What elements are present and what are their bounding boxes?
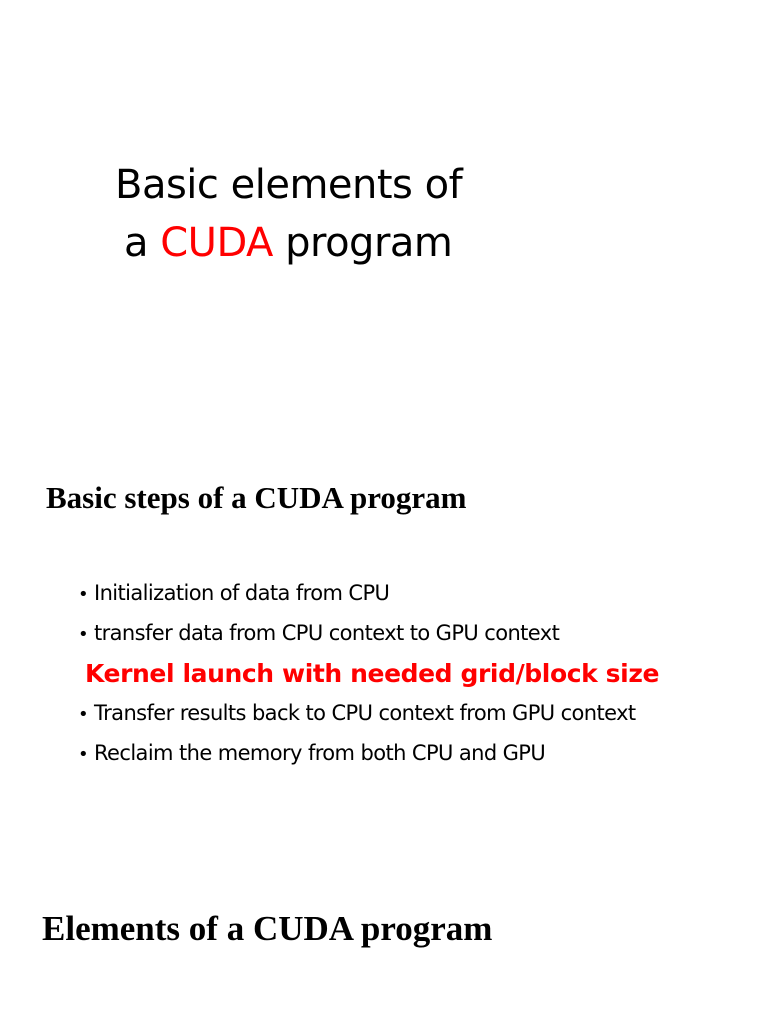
title-cuda-highlight: CUDA (160, 220, 273, 266)
page-title-line-2 (124, 219, 452, 267)
step-text: transfer data from CPU context to GPU context (94, 621, 560, 645)
title-prefix: a (124, 220, 161, 266)
basic-steps-heading: Basic steps of a CUDA program (46, 480, 467, 515)
elements-heading: Elements of a CUDA program (42, 909, 493, 948)
bullet-icon: • (78, 704, 89, 725)
bullet-icon: • (78, 584, 89, 605)
step-item (78, 694, 659, 734)
step-item-highlighted (85, 654, 659, 694)
basic-steps-list (78, 574, 659, 774)
step-text: Initialization of data from CPU (94, 581, 390, 605)
bullet-icon: • (78, 744, 89, 765)
step-text: Reclaim the memory from both CPU and GPU (94, 741, 546, 765)
step-text: Transfer results back to CPU context from GPU context (94, 701, 636, 725)
page-title-line-1: Basic elements of (115, 162, 463, 208)
step-item (78, 614, 659, 654)
title-suffix: program (272, 220, 453, 266)
step-text: Kernel launch with needed grid/block size (85, 659, 660, 688)
step-item (78, 574, 659, 614)
bullet-icon: • (78, 624, 89, 645)
step-item (78, 734, 659, 774)
